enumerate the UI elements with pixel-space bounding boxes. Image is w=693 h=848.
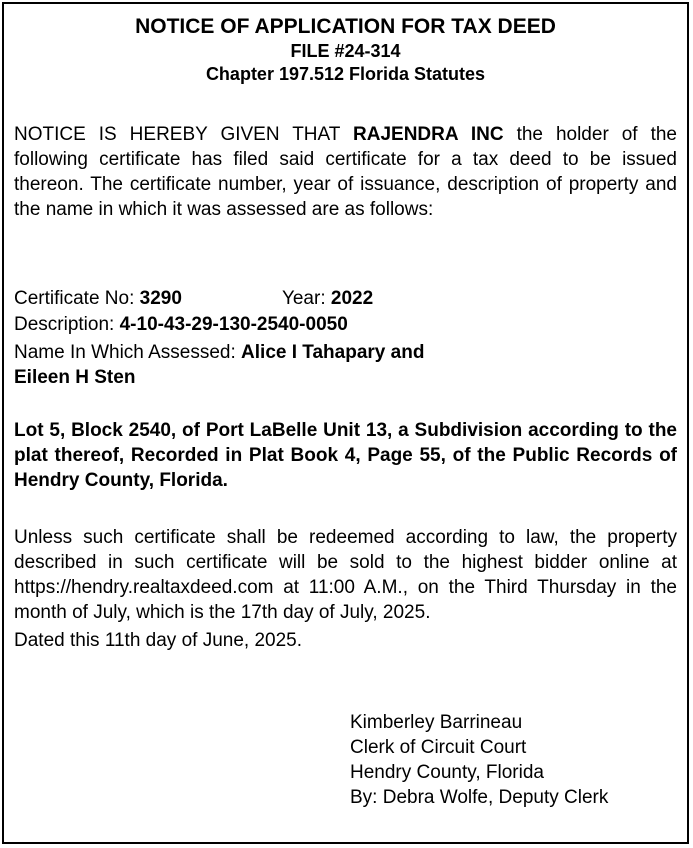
parcel-description: 4-10-43-29-130-2540-0050 (119, 314, 348, 335)
deputy-clerk: By: Debra Wolfe, Deputy Clerk (350, 787, 609, 808)
certificate-year: 2022 (330, 288, 374, 309)
description-line (14, 312, 677, 337)
signature-block (350, 710, 608, 810)
dated-line: Dated this 11th day of June, 2025. (14, 630, 303, 651)
assessed-label: Name In Which Assessed: (14, 342, 242, 363)
notice-header (4, 14, 687, 86)
assessed-name-1: Alice I Tahapary and (241, 342, 425, 363)
certificate-number-label: Certificate No: (14, 288, 140, 309)
certificate-holder: RAJENDRA INC (353, 124, 504, 145)
assessed-name-2: Eileen H Sten (14, 367, 136, 388)
notice-title: NOTICE OF APPLICATION FOR TAX DEED (135, 15, 556, 38)
assessed-line-2 (14, 365, 677, 390)
clerk-county: Hendry County, Florida (350, 762, 544, 783)
clerk-name: Kimberley Barrineau (350, 712, 523, 733)
year-label: Year: (281, 288, 331, 309)
description-label: Description: (14, 314, 120, 335)
intro-paragraph (14, 122, 677, 222)
statute-reference: Chapter 197.512 Florida Statutes (205, 64, 486, 84)
clerk-office: Clerk of Circuit Court (350, 737, 527, 758)
certificate-number: 3290 (139, 288, 182, 309)
tax-deed-notice (2, 2, 689, 844)
legal-description: Lot 5, Block 2540, of Port LaBelle Unit 13, a Subdivision according to the plat thereof, Recorded in Plat Book 4, Page 55, of the Public Records of Hendry County, Florida. (14, 420, 677, 491)
intro-suffix: the holder of the following certificate has filed said certificate for a tax deed to be issued thereon. The certificate number, year of issuance, description of property and the name in which it was assessed are as follows: (14, 124, 677, 220)
certificate-line (14, 286, 677, 311)
assessed-line-1 (14, 340, 677, 365)
intro-prefix: NOTICE IS HEREBY GIVEN THAT (14, 124, 354, 145)
file-number: FILE #24-314 (290, 41, 401, 61)
assessed-name-block (14, 340, 677, 390)
sale-notice-paragraph: Unless such certificate shall be redeemed according to law, the property described in such certificate will be sold to the highest bidder online at https://hendry.realtaxdeed.com at 11:00 A.M., on the Third Thursday in the month of July, which is the 17th day of July, 2025. (14, 527, 677, 623)
